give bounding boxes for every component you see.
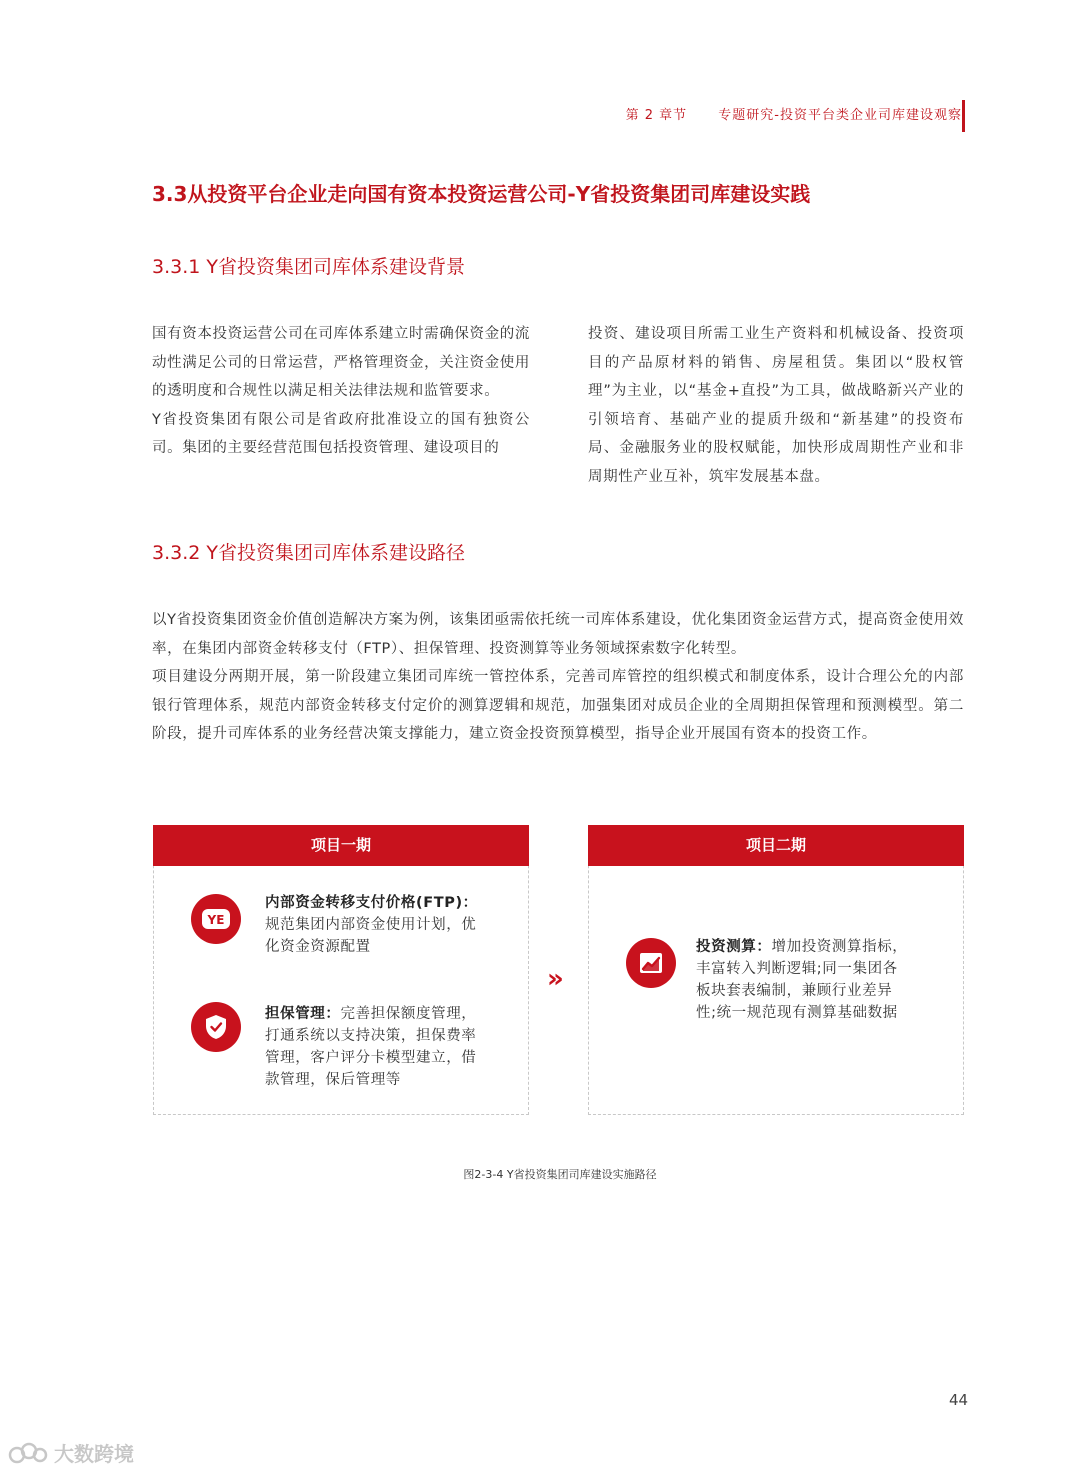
paragraph: 投资、建设项目所需工业生产资料和机械设备、投资项目的产品原材料的销售、房屋租赁。集团以“股权管理”为主业，以“基金+直投”为工具，做战略新兴产业的引领培育、基础产业的提质升级和“新基建”的投资布局、金融服务业的股权赋能，加快形成周期性产业和非周期性产业互补，筑牢发展基本盘。 <box>588 326 964 485</box>
guarantee-label: 担保管理： <box>265 1006 341 1022</box>
trend-chart-icon <box>626 938 676 988</box>
ftp-item <box>265 892 505 958</box>
guarantee-item <box>265 1003 505 1091</box>
page-number: 44 <box>949 1391 969 1409</box>
yen-icon-text: YE <box>207 913 225 927</box>
phase1-card <box>153 825 529 1115</box>
ftp-line: 规范集团内部资金使用计划，优 <box>265 917 477 933</box>
guarantee-first: 完善担保额度管理， <box>340 1006 477 1022</box>
section-title: 3.3从投资平台企业走向国有资本投资运营公司-Y省投资集团司库建设实践 <box>152 182 811 206</box>
double-chevron-right-icon: » <box>547 964 564 994</box>
investment-label: 投资测算： <box>696 939 772 955</box>
subsection-title-background: 3.3.1 Y省投资集团司库体系建设背景 <box>152 256 465 278</box>
paragraph: 国有资本投资运营公司在司库体系建立时需确保资金的流动性满足公司的日常运营，严格管理资金，关注资金使用的透明度和合规性以满足相关法律法规和监管要求。 <box>152 326 530 400</box>
investment-item <box>696 936 936 1024</box>
chapter-title: 专题研究-投资平台类企业司库建设观察 <box>718 108 962 123</box>
yen-icon <box>191 894 241 944</box>
ftp-label: 内部资金转移支付价格(FTP)： <box>265 895 478 911</box>
shield-check-icon <box>191 1002 241 1052</box>
investment-line: 丰富转入判断逻辑;同一集团各 <box>696 961 898 977</box>
investment-line: 板块套表编制，兼顾行业差异 <box>696 983 893 999</box>
path-body <box>152 606 964 749</box>
phase1-title: 项目一期 <box>153 825 529 866</box>
header-divider <box>962 100 965 132</box>
guarantee-line: 款管理，保后管理等 <box>265 1072 401 1088</box>
paragraph: 项目建设分两期开展，第一阶段建立集团司库统一管控体系，完善司库管控的组织模式和制度体系，设计合理公允的内部银行管理体系，规范内部资金转移支付定价的测算逻辑和规范，加强集团对成员企业的全周期担保管理和预测模型。第二阶段，提升司库体系的业务经营决策支撑能力，建立资金投资预算模型，指导企业开展国有资本的投资工作。 <box>152 669 964 743</box>
investment-line: 性;统一规范现有测算基础数据 <box>696 1005 898 1021</box>
watermark-logo-icon <box>8 1440 48 1466</box>
watermark <box>8 1438 134 1467</box>
investment-first: 增加投资测算指标， <box>771 939 908 955</box>
guarantee-line: 打通系统以支持决策，担保费率 <box>265 1028 477 1044</box>
chapter-label: 第 2 章节 <box>625 108 688 123</box>
phase2-title: 项目二期 <box>588 825 964 866</box>
paragraph: Y省投资集团有限公司是省政府批准设立的国有独资公司。集团的主要经营范围包括投资管理、建设项目的 <box>152 411 530 457</box>
paragraph: 以Y省投资集团资金价值创造解决方案为例，该集团亟需依托统一司库体系建设，优化集团资金运营方式，提高资金使用效率，在集团内部资金转移支付（FTP）、担保管理、投资测算等业务领域探索数字化转型。 <box>152 612 964 657</box>
figure-caption: 图2-3-4 Y省投资集团司库建设实施路径 <box>463 1168 657 1181</box>
running-header <box>626 104 962 123</box>
background-column-left <box>152 320 530 463</box>
subsection-title-path: 3.3.2 Y省投资集团司库体系建设路径 <box>152 542 465 564</box>
phase2-card <box>588 825 964 1115</box>
watermark-text: 大数跨境 <box>54 1442 134 1466</box>
guarantee-line: 管理，客户评分卡模型建立，借 <box>265 1050 477 1066</box>
background-column-right <box>588 320 964 492</box>
ftp-line: 化资金资源配置 <box>265 939 371 955</box>
